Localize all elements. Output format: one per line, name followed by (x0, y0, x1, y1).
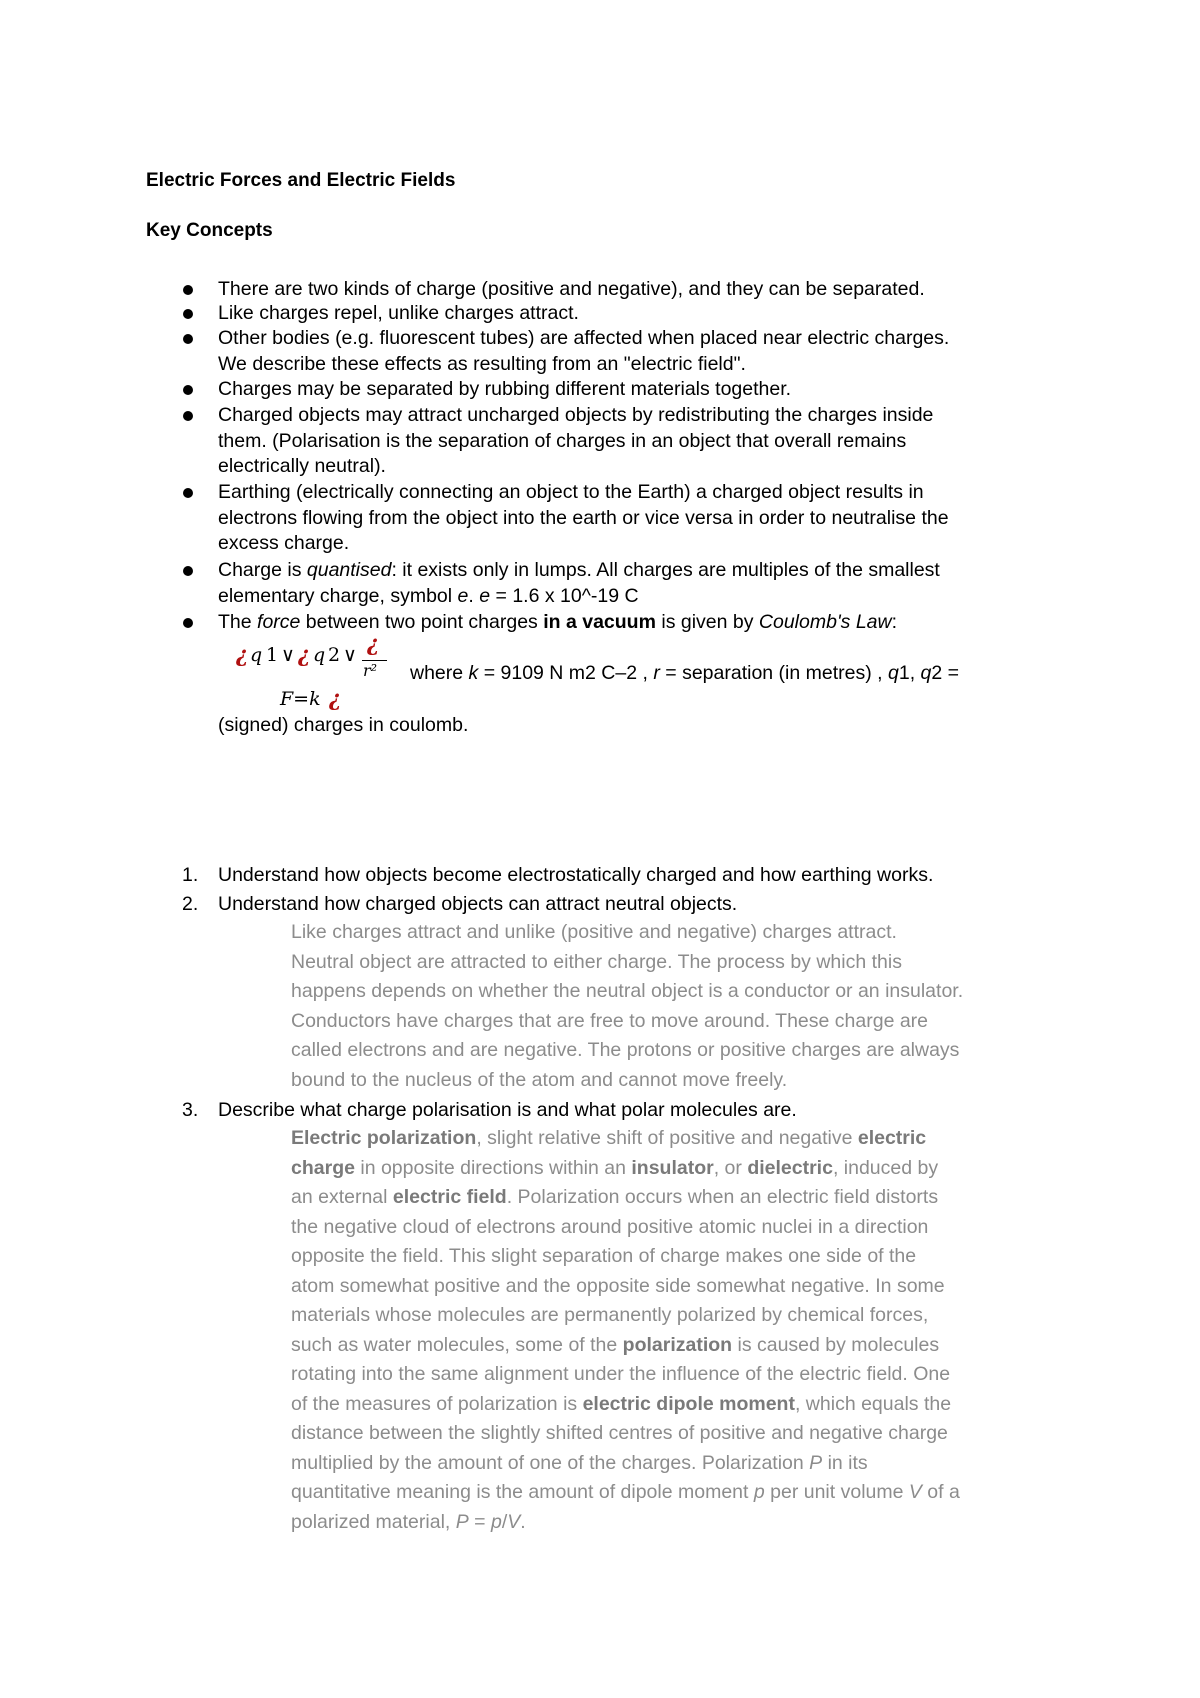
list-item: Understand how objects become electrostatically charged and how earthing works. (218, 864, 934, 886)
formula-glyph: ¿ (329, 686, 342, 711)
bullet-dot (183, 334, 193, 344)
formula-glyph: ¿ (367, 631, 380, 656)
list-item: Other bodies (e.g. fluorescent tubes) are affected when placed near electric charges. We describe these effects as resulting from an "electric field". (218, 327, 950, 375)
list-item: The force between two point charges in a vacuum is given by Coulomb's Law: (218, 611, 898, 633)
formula-continuation: (signed) charges in coulomb. (218, 714, 469, 736)
section-heading: Key Concepts (146, 220, 273, 241)
list-item: Like charges repel, unlike charges attract. (218, 302, 579, 324)
formula-glyph: ¿ (298, 642, 311, 667)
formula-glyph: ¿ (236, 642, 249, 667)
answer-paragraph: Electric polarization, slight relative shift of positive and negative electric charge in opposite directions within an insulator, or dielectric, induced by an external electric field. Polarization occurs when an electric field distorts the negative cloud of electrons around positive atomic nuclei in a direction opposite the field. This slight separation of charge makes one side of the atom somewhat positive and the opposite side somewhat negative. In some materials whose molecules are permanently polarized by chemical forces, such as water molecules, some of the polarization is caused by molecules rotating into the same alignment under the influence of the electric field. One of the measures of polarization is electric dipole moment, which equals the distance between the slightly shifted centres of positive and negative charge multiplied by the amount of one of the charges. Polarization P in its quantitative meaning is the amount of dipole moment p per unit volume V of a polarized material, P = p/V. (291, 1127, 960, 1533)
formula-operator: ∨ (343, 644, 357, 666)
bullet-dot (183, 285, 193, 295)
formula-q1: q (250, 644, 263, 666)
formula-subscript: 2 (328, 644, 341, 666)
list-item: Charged objects may attract uncharged objects by redistributing the charges inside them. (Polarisation is the separation of charges in an object that overall remains electrically neutral). (218, 404, 934, 477)
formula-denominator: r² (363, 661, 378, 680)
bullet-dot (183, 566, 193, 576)
list-item: There are two kinds of charge (positive and negative), and they can be separated. (218, 278, 925, 300)
list-item: Understand how charged objects can attract neutral objects. (218, 893, 738, 915)
formula-operator: ∨ (281, 644, 295, 666)
bullet-dot (183, 618, 193, 628)
formula-lhs: F=k (280, 688, 321, 710)
formula-q2: q (313, 644, 326, 666)
list-item: Charges may be separated by rubbing different materials together. (218, 378, 792, 400)
list-number: 1. (182, 864, 199, 886)
bullet-dot (183, 488, 193, 498)
formula-subscript: 1 (266, 644, 279, 666)
list-number: 2. (182, 893, 199, 915)
list-item: Charge is quantised: it exists only in lumps. All charges are multiples of the smallest elementary charge, symbol e. e = 1.6 x 10^-19 C (218, 559, 940, 607)
list-number: 3. (182, 1099, 199, 1121)
bullet-dot (183, 411, 193, 421)
formula-where-text: where k = 9109 N m2 C–2 , r = separation (in metres) , q1, q2 = (410, 662, 960, 684)
document-title: Electric Forces and Electric Fields (146, 170, 456, 191)
bullet-dot (183, 309, 193, 319)
answer-paragraph: Like charges attract and unlike (positive and negative) charges attract. Neutral object are attracted to either charge. The process by which this happens depends on whether the neutral object is a conductor or an insulator. Conductors have charges that are free to move around. These charge are called electrons and are negative. The protons or positive charges are always bound to the nucleus of the atom and cannot move freely. (291, 921, 964, 1091)
list-item: Earthing (electrically connecting an object to the Earth) a charged object results in electrons flowing from the object into the earth or vice versa in order to neutralise the excess charge. (218, 481, 949, 554)
bullet-dot (183, 385, 193, 395)
list-item: Describe what charge polarisation is and what polar molecules are. (218, 1099, 797, 1121)
